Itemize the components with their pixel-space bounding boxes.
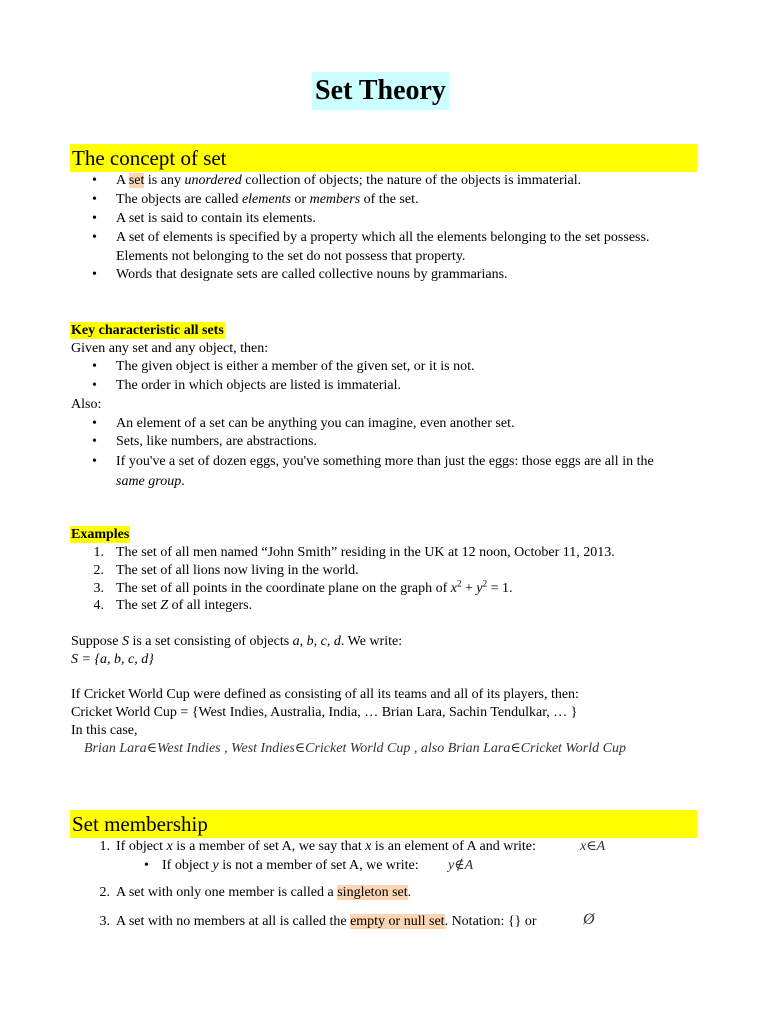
- paragraph: If Cricket World Cup were defined as consisting of all its teams and all of its players, then:: [71, 687, 579, 702]
- list-item: The set of all lions now living in the world.: [116, 563, 359, 578]
- list-number: 3.: [99, 914, 110, 929]
- list-item-continuation: same group.: [116, 474, 185, 489]
- list-item: A set is any unordered collection of objects; the nature of the objects is immaterial.: [116, 173, 582, 188]
- formula: x∈A: [580, 839, 606, 854]
- list-item: Sets, like numbers, are abstractions.: [116, 434, 318, 449]
- list-item: A set is said to contain its elements.: [116, 211, 316, 226]
- bullet-marker: •: [92, 416, 97, 431]
- list-item: A set of elements is specified by a property which all the elements belonging to the set possess.: [116, 230, 650, 245]
- term-highlight: set: [128, 173, 145, 188]
- bullet-marker: •: [92, 378, 97, 393]
- paragraph: Also:: [71, 397, 102, 412]
- list-item: The order in which objects are listed is immaterial.: [116, 378, 401, 393]
- list-item: If you've a set of dozen eggs, you've something more than just the eggs: those eggs are all in the: [116, 454, 654, 469]
- set-notation: S = {a, b, c, d}: [71, 652, 154, 667]
- list-number: 2.: [99, 885, 110, 900]
- empty-set-symbol: Ø: [583, 911, 595, 928]
- section-heading-membership: Set membership: [70, 810, 697, 838]
- list-item: A set with no members at all is called the empty or null set. Notation: {} or: [116, 914, 537, 929]
- bullet-marker: •: [92, 359, 97, 374]
- paragraph: Cricket World Cup = {West Indies, Australia, India, … Brian Lara, Sachin Tendulkar, … }: [71, 705, 578, 720]
- list-item: Words that designate sets are called collective nouns by grammarians.: [116, 267, 508, 282]
- formula: Brian Lara∈West Indies , West Indies∈Cricket World Cup , also Brian Lara∈Cricket World Cup: [84, 741, 626, 756]
- paragraph: In this case,: [71, 723, 138, 738]
- list-number: 2.: [93, 563, 104, 578]
- sub-heading-examples: Examples: [71, 527, 130, 542]
- list-item: A set with only one member is called a singleton set.: [116, 885, 412, 900]
- list-item: The given object is either a member of the given set, or it is not.: [116, 359, 475, 374]
- paragraph: Suppose S is a set consisting of objects a, b, c, d. We write:: [71, 634, 403, 649]
- list-number: 3.: [93, 581, 104, 596]
- bullet-marker: •: [92, 192, 97, 207]
- section-heading-concept: The concept of set: [70, 144, 697, 172]
- bullet-marker: •: [92, 230, 97, 245]
- paragraph: Given any set and any object, then:: [71, 341, 269, 356]
- term-highlight: singleton set: [337, 885, 408, 900]
- bullet-marker: •: [92, 267, 97, 282]
- list-item: The objects are called elements or members of the set.: [116, 192, 419, 207]
- list-number: 1.: [99, 839, 110, 854]
- bullet-marker: •: [92, 434, 97, 449]
- list-item: If object x is a member of set A, we say that x is an element of A and write:: [116, 839, 536, 854]
- sub-heading-key: Key characteristic all sets: [71, 323, 224, 338]
- bullet-marker: •: [92, 454, 97, 469]
- list-item: An element of a set can be anything you can imagine, even another set.: [116, 416, 515, 431]
- list-item: If object y is not a member of set A, we write:: [162, 858, 419, 873]
- bullet-marker: •: [92, 211, 97, 226]
- list-item: The set Z of all integers.: [116, 598, 253, 613]
- formula: y∉A: [448, 858, 474, 873]
- list-number: 1.: [93, 545, 104, 560]
- list-number: 4.: [93, 598, 104, 613]
- page-title: Set Theory: [312, 72, 449, 110]
- list-item: The set of all points in the coordinate plane on the graph of $x^2 + y^2 = 1$.: [116, 578, 513, 596]
- list-item: The set of all men named “John Smith” residing in the UK at 12 noon, October 11, 2013.: [116, 545, 615, 560]
- term-highlight: empty or null set: [350, 914, 445, 929]
- bullet-marker: •: [92, 173, 97, 188]
- list-item-continuation: Elements not belonging to the set do not possess that property.: [116, 249, 466, 264]
- bullet-marker: •: [144, 858, 149, 873]
